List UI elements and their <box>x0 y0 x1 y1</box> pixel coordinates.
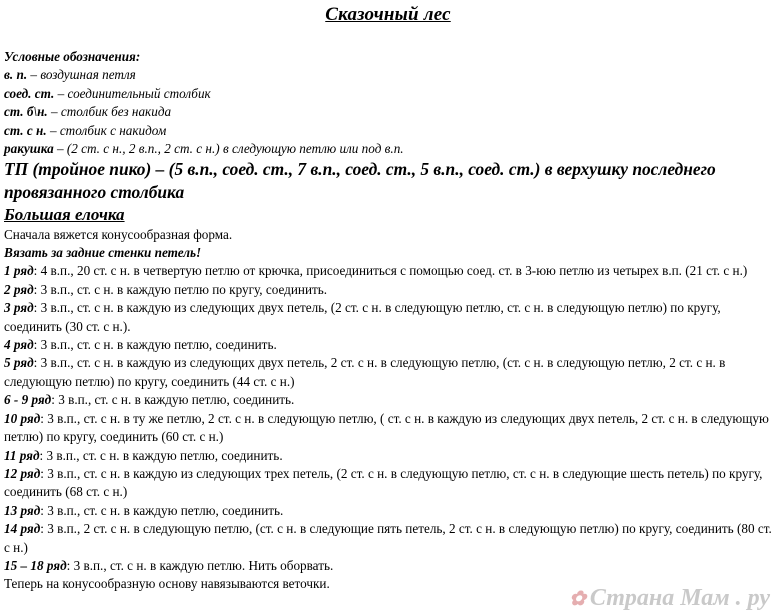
row-label: 6 - 9 ряд <box>4 392 52 408</box>
section-heading: Большая елочка <box>4 204 125 224</box>
legend-item: ст. с н. – столбик с накидом <box>4 122 167 138</box>
legend-abbr: ст. с н. <box>4 122 47 138</box>
row-label: 5 ряд <box>4 355 34 371</box>
pattern-row: 6 - 9 ряд: 3 в.п., ст. с н. в каждую петлю, соединить. <box>4 392 295 408</box>
pattern-row: 4 ряд: 3 в.п., ст. с н. в каждую петлю, соединить. <box>4 337 277 353</box>
pattern-row: 5 ряд: 3 в.п., ст. с н. в каждую из следующих двух петель, 2 ст. с н. в следующую петлю, (ст. с н. в следующую петлю, 2 ст. с н. в следующую петлю) по кругу, соединить (44 ст. с н.) <box>4 355 726 389</box>
pattern-row: 11 ряд: 3 в.п., ст. с н. в каждую петлю, соединить. <box>4 447 283 463</box>
pattern-row: 14 ряд: 3 в.п., 2 ст. с н. в следующую петлю, (ст. с н. в следующие пять петель, 2 ст. с н. в следующую петлю) по кругу, соединить (80 ст. с н.) <box>4 521 772 555</box>
flower-icon: ✿ <box>569 588 586 610</box>
row-label: 3 ряд <box>4 300 34 316</box>
rows-list <box>4 262 772 575</box>
row-label: 15 – 18 ряд <box>4 557 67 573</box>
pattern-row: 1 ряд: 4 в.п., 20 ст. с н. в четвертую петлю от крючка, присоединиться с помощью соед. ст. в 3-юю петлю из четырех в.п. (21 ст. с н.) <box>4 263 748 279</box>
row-label: 1 ряд <box>4 263 34 279</box>
legend-abbr: соед. ст. <box>4 85 55 101</box>
row-label: 12 ряд <box>4 465 41 481</box>
row-label: 13 ряд <box>4 502 41 518</box>
legend-abbr: ст. б\н. <box>4 104 48 120</box>
legend-heading: Условные обозначения: <box>4 49 141 64</box>
legend-item: в. п. – воздушная петля <box>4 67 136 83</box>
legend-abbr: ракушка <box>4 141 54 157</box>
legend-item: ракушка – (2 ст. с н., 2 в.п., 2 ст. с н.) в следующую петлю или под в.п. <box>4 141 404 157</box>
intro-text: Сначала вяжется конусообразная форма. <box>4 226 233 242</box>
triple-picot-definition: ТП (тройное пико) – (5 в.п., соед. ст., 7 в.п., соед. ст., 5 в.п., соед. ст.) в верхушку последнего провязанного столбика <box>4 159 716 203</box>
row-label: 10 ряд <box>4 410 41 426</box>
legend-item: соед. ст. – соединительный столбик <box>4 85 211 101</box>
row-label: 11 ряд <box>4 447 40 463</box>
pattern-row: 3 ряд: 3 в.п., ст. с н. в каждую из следующих двух петель, (2 ст. с н. в следующую петлю, ст. с н. в следующую петлю) по кругу, соединить (30 ст. с н.). <box>4 300 721 334</box>
legend-item: ст. б\н. – столбик без накида <box>4 104 172 120</box>
pattern-row: 13 ряд: 3 в.п., ст. с н. в каждую петлю, соединить. <box>4 502 284 518</box>
note-text: Вязать за задние стенки петель! <box>4 245 202 261</box>
pattern-row: 2 ряд: 3 в.п., ст. с н. в каждую петлю по кругу, соединить. <box>4 281 328 297</box>
row-label: 14 ряд <box>4 521 41 537</box>
legend <box>4 48 772 204</box>
watermark <box>569 585 770 612</box>
row-label: 4 ряд <box>4 337 34 353</box>
row-label: 2 ряд <box>4 281 34 297</box>
watermark-text: Страна Мам . ру <box>589 585 770 611</box>
document-page <box>4 0 772 594</box>
page-title: Сказочный лес <box>325 4 451 25</box>
legend-abbr: в. п. <box>4 67 28 83</box>
pattern-row: 15 – 18 ряд: 3 в.п., ст. с н. в каждую петлю. Нить оборвать. <box>4 557 334 573</box>
pattern-row: 10 ряд: 3 в.п., ст. с н. в ту же петлю, 2 ст. с н. в следующую петлю, ( ст. с н. в каждую из следующих двух петель, 2 ст. с н. в следующую петлю) по кругу, соединить (60 ст. с н.) <box>4 410 769 445</box>
pattern-row: 12 ряд: 3 в.п., ст. с н. в каждую из следующих трех петель, (2 ст. с н. в следующую петлю, ст. с н. в следующие шесть петель) по кругу, соединить (68 ст. с н.) <box>4 465 763 500</box>
closing-line: Теперь на конусообразную основу навязываются веточки. <box>4 576 330 592</box>
